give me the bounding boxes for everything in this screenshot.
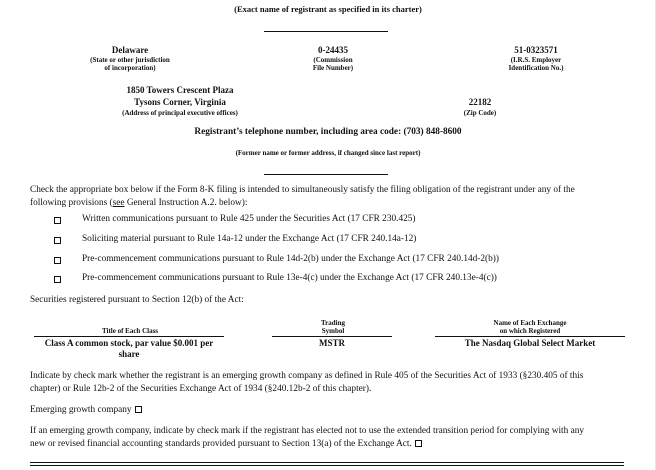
irs-number: 51-0323571	[514, 45, 558, 55]
col-symbol-header-2: Symbol	[321, 327, 345, 335]
state-caption-1: (State or other jurisdiction	[90, 56, 170, 64]
state-caption-2: of incorporation)	[104, 64, 156, 72]
egc-label: Emerging growth company	[30, 405, 132, 415]
transition-line-1: If an emerging growth company, indicate by check mark if the registrant has elected not to use the extended transition period for complying with any	[30, 426, 585, 436]
egc-label-row	[30, 404, 142, 417]
intro-prefix: following provisions (	[30, 198, 113, 208]
symbol-header-rule	[272, 336, 392, 337]
commission-file-number: 0-24435	[318, 45, 348, 55]
transition-checkbox[interactable]	[415, 440, 422, 447]
telephone-line: Registrant’s telephone number, including area code: (703) 848-8600	[194, 127, 462, 137]
trading-symbol: MSTR	[318, 338, 345, 348]
col-title-header: Title of Each Class	[101, 327, 159, 335]
page-bottom-rule-1	[30, 462, 624, 463]
securities-heading: Securities registered pursuant to Section 12(b) of the Act:	[30, 295, 244, 305]
exact-name-caption: (Exact name of registrant as specified in its charter)	[234, 4, 422, 14]
commission-caption-2: File Number)	[312, 64, 354, 72]
state-value: Delaware	[111, 45, 149, 55]
former-name-rule	[264, 174, 388, 175]
rule-13e4c-label: Pre-commencement communications pursuant to Rule 13e-4(c) under the Exchange Act (17 CFR 240.13e-4(c))	[82, 273, 497, 283]
col-symbol-header-1: Trading	[321, 319, 345, 327]
address-line-1: 1850 Towers Crescent Plaza	[126, 85, 234, 95]
exchange-header-rule	[435, 336, 625, 337]
egc-checkbox[interactable]	[135, 406, 142, 413]
zip-caption: (Zip Code)	[463, 109, 497, 117]
rule-13e4c-checkbox[interactable]	[54, 276, 61, 283]
egc-para-line-2: chapter) or Rule 12b-2 of the Securities Exchange Act of 1934 (§240.12b-2 of this chapter).	[30, 384, 372, 394]
irs-caption-2: Identification No.)	[508, 64, 564, 72]
rule-425-label: Written communications pursuant to Rule 425 under the Securities Act (17 CFR 230.425)	[82, 214, 416, 224]
irs-caption-1: (I.R.S. Employer	[510, 56, 562, 64]
page-bottom-rule-2	[30, 465, 624, 466]
class-title-line-1: Class A common stock, par value $0.001 per	[44, 338, 214, 348]
filing-intro-line-2	[30, 197, 247, 210]
col-exchange-header-2: on which Registered	[499, 327, 561, 335]
registrant-name-rule	[264, 31, 388, 32]
zip-value: 22182	[468, 97, 492, 107]
col-exchange-header-1: Name of Each Exchange	[493, 319, 567, 327]
intro-suffix: General Instruction A.2. below):	[124, 198, 248, 208]
rule-14a12-label: Soliciting material pursuant to Rule 14a-12 under the Exchange Act (17 CFR 240.14a-12)	[82, 234, 417, 244]
rule-14a12-checkbox[interactable]	[54, 237, 61, 244]
rule-425-checkbox[interactable]	[54, 217, 61, 224]
class-title-line-2: share	[118, 349, 140, 359]
transition-line-2-row	[30, 438, 422, 451]
address-caption: (Address of principal executive offices)	[122, 109, 238, 117]
address-line-2: Tysons Corner, Virginia	[134, 97, 226, 107]
commission-caption-1: (Commission	[313, 56, 353, 64]
title-header-rule	[34, 336, 224, 337]
transition-line-2: new or revised financial accounting standards provided pursuant to Section 13(a) of the Exchange Act.	[30, 439, 412, 449]
intro-see: see	[112, 198, 125, 208]
egc-para-line-1: Indicate by check mark whether the registrant is an emerging growth company as defined in Rule 405 of the Securities Act of 1933 (§230.405 of this	[30, 371, 584, 381]
exchange-name: The Nasdaq Global Select Market	[464, 338, 596, 348]
rule-14d2b-checkbox[interactable]	[54, 257, 61, 264]
former-name-caption: (Former name or former address, if changed since last report)	[235, 149, 421, 157]
filing-intro-line-1: Check the appropriate box below if the Form 8-K filing is intended to simultaneously satisfy the filing obligation of the registrant under any of the	[30, 185, 575, 195]
rule-14d2b-label: Pre-commencement communications pursuant to Rule 14d-2(b) under the Exchange Act (17 CFR 240.14d-2(b))	[82, 254, 499, 264]
